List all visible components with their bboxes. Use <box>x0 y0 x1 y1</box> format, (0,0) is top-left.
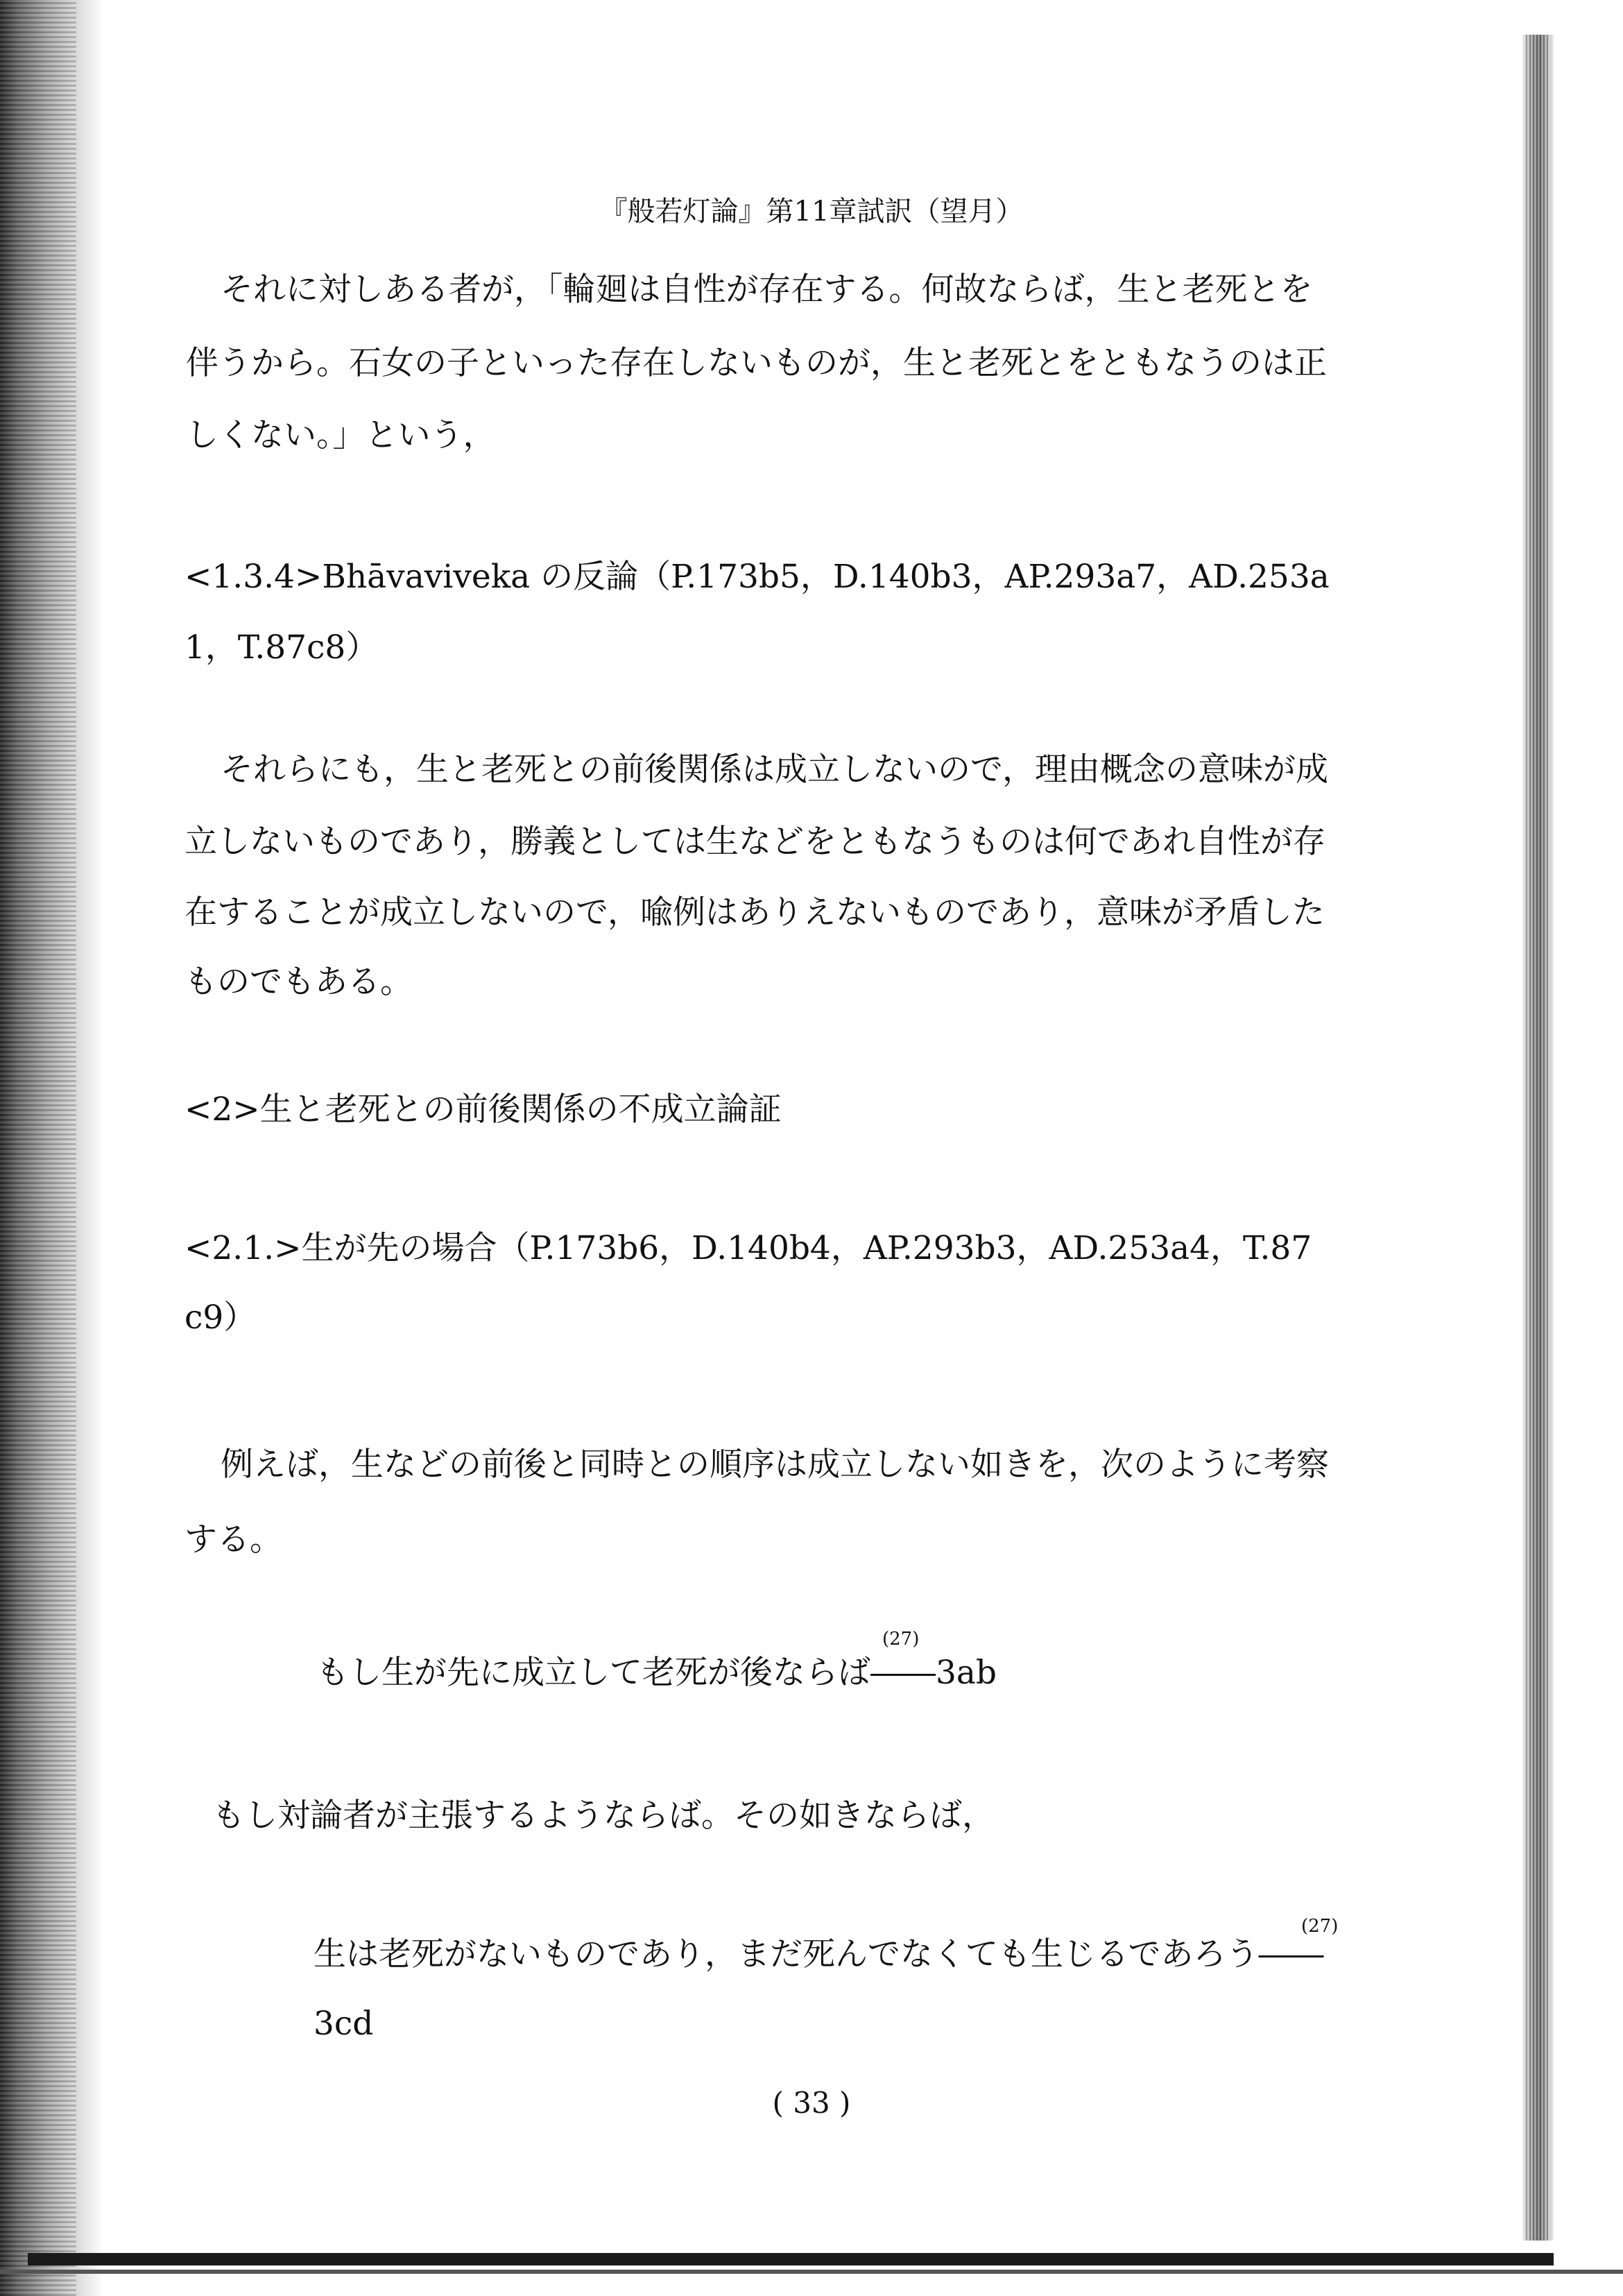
scan-bottom-bar <box>28 2253 1554 2265</box>
p4-line-1: もし対論者が主張するようならば。その如きならば， <box>212 1797 995 1835</box>
verse-3ab: もし生が先に成立して老死が後ならば――3ab <box>316 1654 997 1692</box>
section-heading-1-3-4-line-2: 1，T.87c8） <box>184 628 379 667</box>
section-heading-1-3-4-line-1: <1.3.4>Bhāvaviveka の反論（P.173b5，D.140b3，AP.293a7，AD.253a <box>184 558 1330 596</box>
scan-noise-right <box>1526 35 1550 2241</box>
section-heading-2-1-line-2: c9） <box>184 1299 257 1337</box>
p1-line-2: 伴うから。石女の子といった存在しないものが，生と老死とをともなうのは正 <box>186 344 1327 382</box>
p2-line-4: ものでもある。 <box>184 963 413 1001</box>
scan-noise-left <box>0 0 76 2296</box>
verse-3cd-line-2: 3cd <box>314 2005 374 2043</box>
section-heading-2: <2>生と老死との前後関係の不成立論証 <box>184 1090 782 1129</box>
footnote-ref-27-b: (27) <box>1301 1916 1339 1937</box>
verse-3cd-line-1: 生は老死がないものであり，まだ死んでなくても生じるであろう―― <box>314 1935 1324 1973</box>
section-heading-2-1-line-1: <2.1.>生が先の場合（P.173b6，D.140b4，AP.293b3，AD.253a4，T.87 <box>184 1229 1312 1267</box>
running-header: 『般若灯論』第11章試訳（望月） <box>599 196 1024 228</box>
p2-line-2: 立しないものであり，勝義としては生などをともなうものは何であれ自性が存 <box>184 823 1325 861</box>
scan-bottom-line <box>0 2270 1623 2274</box>
footnote-ref-27-a: (27) <box>882 1629 920 1650</box>
p1-line-3: しくない。」という， <box>186 416 496 454</box>
p2-line-3: 在することが成立しないので，喩例はありえないものであり，意味が矛盾した <box>184 893 1325 932</box>
p1-line-1: それに対しある者が，「輪廻は自性が存在する。何故ならば，生と老死とを <box>221 271 1313 309</box>
p3-line-2: する。 <box>184 1520 282 1559</box>
p2-line-1: それらにも，生と老死との前後関係は成立しないので，理由概念の意味が成 <box>221 751 1329 789</box>
p3-line-1: 例えば，生などの前後と同時との順序は成立しない如きを，次のように考察 <box>221 1446 1329 1484</box>
page-number: ( 33 ) <box>772 2086 851 2120</box>
